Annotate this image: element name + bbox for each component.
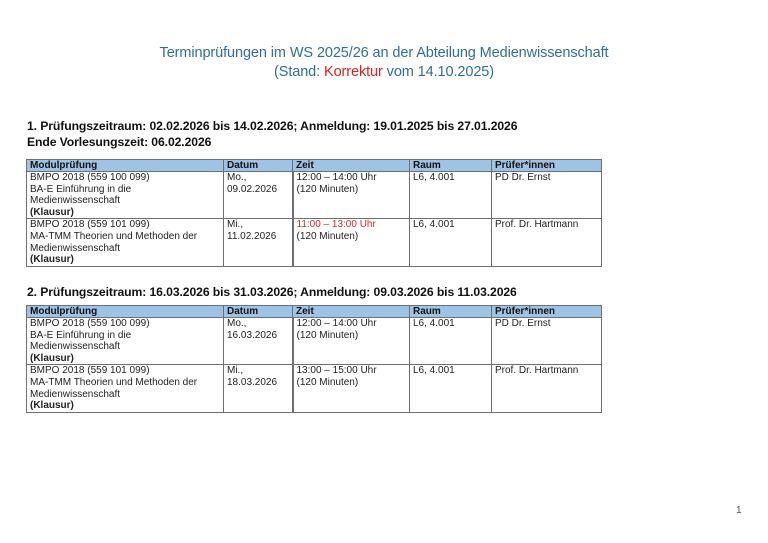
cell-module (27, 219, 224, 266)
table-row (27, 172, 602, 219)
module-type: (Klausur) (30, 206, 74, 218)
cell-room (410, 219, 492, 266)
module-name-cont: Medienwissenschaft (30, 341, 121, 353)
time-range: 13:00 – 15:00 Uhr (296, 365, 377, 377)
title-stand-prefix: (Stand: (274, 64, 324, 80)
module-code: BMPO 2018 (559 100 099) (30, 318, 150, 329)
time-range-changed: 11:00 – 13:00 Uhr (296, 219, 376, 231)
column-header-datum: Datum (224, 160, 293, 172)
cell-date (224, 365, 293, 412)
module-code: BMPO 2018 (559 101 099) (30, 219, 150, 231)
column-header-pruefer: Prüfer*innen (492, 306, 602, 318)
period-2-dates: 2. Prüfungszeitraum: 16.03.2026 bis 31.03.2026; Anmeldung: 09.03.2026 bis 11.03.2026 (27, 285, 517, 299)
cell-examiner (492, 365, 602, 412)
column-header-zeit: Zeit (293, 160, 410, 172)
title-line-2 (0, 63, 768, 82)
examiner: Prof. Dr. Hartmann (495, 365, 579, 377)
table-header-row (27, 160, 602, 172)
cell-module (27, 365, 224, 412)
period-1-heading (27, 118, 517, 150)
time-range: 12:00 – 14:00 Uhr (296, 172, 377, 183)
module-code: BMPO 2018 (559 101 099) (30, 365, 150, 377)
column-header-modulpruefung: Modulprüfung (27, 306, 224, 318)
cell-room (410, 318, 492, 365)
duration: (120 Minuten) (296, 329, 359, 341)
cell-time (293, 365, 410, 412)
module-type: (Klausur) (30, 254, 74, 266)
column-header-modulpruefung: Modulprüfung (27, 160, 224, 172)
weekday: Mo., (227, 172, 247, 183)
duration: (120 Minuten) (296, 183, 359, 195)
cell-time (293, 219, 410, 266)
cell-examiner (492, 219, 602, 266)
room: L6, 4.001 (413, 365, 455, 377)
room: L6, 4.001 (413, 172, 455, 183)
column-header-raum: Raum (410, 160, 492, 172)
cell-room (410, 172, 492, 219)
duration: (120 Minuten) (296, 376, 359, 388)
title-stand-suffix: vom 14.10.2025) (382, 64, 494, 80)
cell-module (27, 172, 224, 219)
column-header-zeit: Zeit (293, 306, 410, 318)
cell-time (293, 172, 410, 219)
module-type: (Klausur) (30, 400, 74, 412)
room: L6, 4.001 (413, 318, 455, 329)
title-line-1: Terminprüfungen im WS 2025/26 an der Abteilung Medienwissenschaft (159, 45, 609, 61)
page-number: 1 (736, 505, 742, 516)
period-1-exam-table (26, 159, 602, 267)
time-range: 12:00 – 14:00 Uhr (296, 318, 377, 329)
cell-date (224, 318, 293, 365)
table-row (27, 318, 602, 365)
cell-date (224, 219, 293, 266)
date: 18.03.2026 (227, 376, 278, 388)
module-name: MA-TMM Theorien und Methoden der (30, 230, 198, 242)
period-2-heading (27, 284, 517, 300)
column-header-raum: Raum (410, 306, 492, 318)
duration: (120 Minuten) (296, 230, 359, 242)
cell-module (27, 318, 224, 365)
examiner: Prof. Dr. Hartmann (495, 219, 579, 231)
module-name: MA-TMM Theorien und Methoden der (30, 376, 198, 388)
weekday: Mi., (227, 219, 244, 231)
examiner: PD Dr. Ernst (495, 318, 551, 329)
cell-date (224, 172, 293, 219)
date: 11.02.2026 (227, 230, 277, 242)
module-code: BMPO 2018 (559 100 099) (30, 172, 150, 183)
document-title (0, 44, 768, 82)
module-name-cont: Medienwissenschaft (30, 388, 121, 400)
date: 16.03.2026 (227, 329, 278, 341)
module-name-cont: Medienwissenschaft (30, 195, 121, 207)
cell-examiner (492, 318, 602, 365)
table-row (27, 219, 602, 266)
table-row (27, 365, 602, 412)
cell-room (410, 365, 492, 412)
module-name: BA-E Einführung in die (30, 329, 132, 341)
module-type: (Klausur) (30, 352, 74, 364)
cell-time (293, 318, 410, 365)
weekday: Mo., (227, 318, 247, 329)
date: 09.02.2026 (227, 183, 278, 195)
table-header-row (27, 306, 602, 318)
column-header-pruefer: Prüfer*innen (492, 160, 602, 172)
module-name-cont: Medienwissenschaft (30, 242, 121, 254)
examiner: PD Dr. Ernst (495, 172, 551, 183)
module-name: BA-E Einführung in die (30, 183, 132, 195)
period-1-dates: 1. Prüfungszeitraum: 02.02.2026 bis 14.02.2026; Anmeldung: 19.01.2025 bis 27.01.2026 (27, 119, 518, 133)
room: L6, 4.001 (413, 219, 455, 231)
column-header-datum: Datum (224, 306, 293, 318)
weekday: Mi., (227, 365, 244, 377)
period-2-exam-table (26, 305, 602, 413)
period-1-lecture-end: Ende Vorlesungszeit: 06.02.2026 (27, 135, 212, 149)
cell-examiner (492, 172, 602, 219)
title-korrektur-highlight: Korrektur (324, 64, 383, 80)
